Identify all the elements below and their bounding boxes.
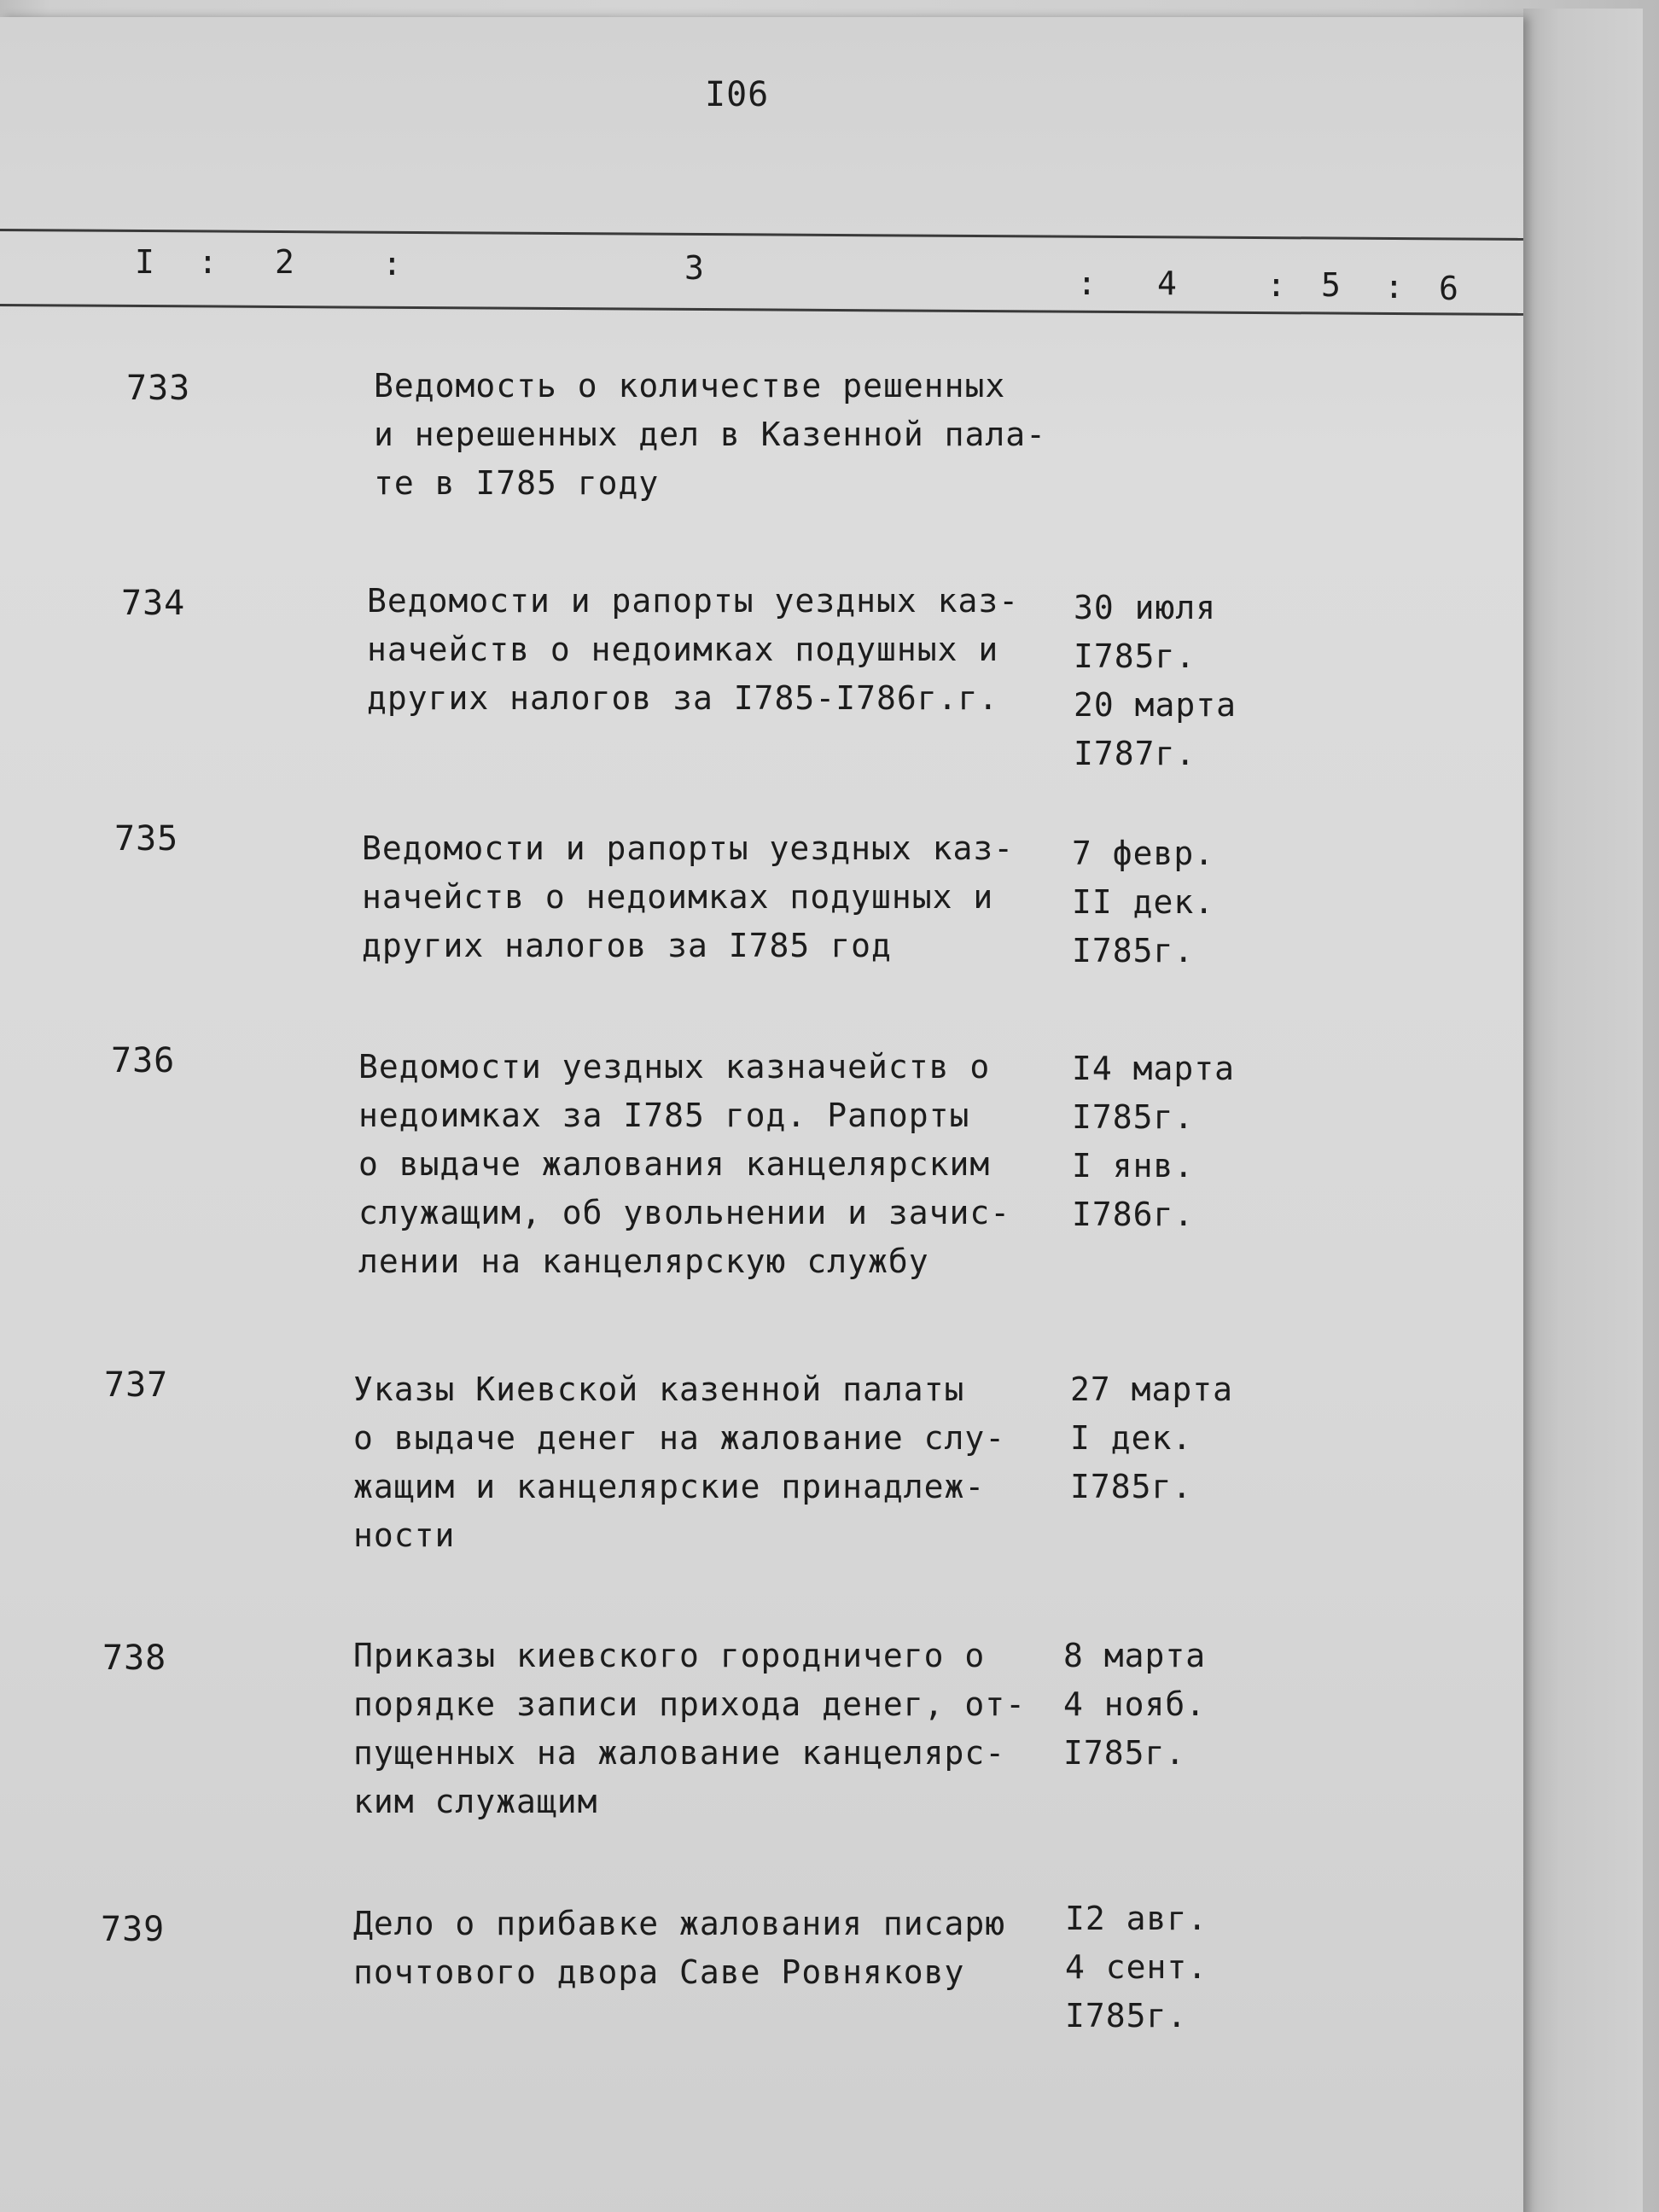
entry-date-line: I4 марта bbox=[1072, 1050, 1236, 1087]
entry-date-line: 4 сент. bbox=[1065, 1948, 1208, 1986]
entry-date-line: I786г. bbox=[1072, 1196, 1195, 1233]
col-header-5: 5 bbox=[1321, 266, 1342, 304]
entry-date-line: 27 марта bbox=[1070, 1371, 1234, 1408]
table-header-top-rule bbox=[0, 229, 1523, 241]
entry-number: 738 bbox=[102, 1639, 167, 1678]
entry-date-line: 7 февр. bbox=[1072, 835, 1215, 872]
entry-description bbox=[374, 362, 1046, 508]
entry-description-line: недоимках за I785 год. Рапорты bbox=[358, 1097, 970, 1134]
entry-dates bbox=[1072, 830, 1214, 975]
col-header-sep-3: : bbox=[1077, 265, 1097, 302]
entry-description-line: Указы Киевской казенной палаты bbox=[353, 1371, 965, 1408]
col-header-6: 6 bbox=[1439, 270, 1459, 307]
col-header-1: I bbox=[135, 243, 155, 281]
entry-description bbox=[367, 577, 1019, 723]
entry-date-line: I785г. bbox=[1072, 1098, 1195, 1136]
entry-description-line: Ведомости уездных казначейств о bbox=[358, 1048, 991, 1086]
entry-dates bbox=[1070, 1365, 1233, 1511]
entry-description-line: начейств о недоимках подушных и bbox=[367, 631, 999, 668]
entry-dates bbox=[1063, 1632, 1206, 1778]
col-header-sep-2: : bbox=[382, 245, 403, 282]
entry-description bbox=[353, 1900, 1005, 1997]
entry-description-line: Ведомости и рапорты уездных каз- bbox=[367, 582, 1020, 620]
entry-date-line: I785г. bbox=[1063, 1734, 1186, 1772]
entry-description-line: о выдаче жалования канцелярским bbox=[358, 1145, 991, 1183]
entry-description-line: жащим и канцелярские принадлеж- bbox=[353, 1468, 986, 1505]
entry-dates bbox=[1072, 1045, 1235, 1239]
entry-number: 735 bbox=[114, 819, 179, 859]
entry-description-line: Ведомость о количестве решенных bbox=[374, 367, 1006, 405]
document-sheet bbox=[0, 17, 1523, 2212]
underlying-sheet-edge bbox=[1523, 9, 1643, 2212]
entry-number: 739 bbox=[101, 1910, 166, 1949]
entry-description-line: начейств о недоимках подушных и bbox=[362, 878, 994, 916]
entry-description-line: служащим, об увольнении и зачис- bbox=[358, 1194, 1011, 1231]
entry-description-line: те в I785 году bbox=[374, 464, 660, 502]
col-header-4: 4 bbox=[1157, 265, 1178, 302]
entry-date-line: I2 авг. bbox=[1065, 1900, 1208, 1937]
entry-date-line: 20 марта bbox=[1074, 686, 1237, 724]
entry-date-line: 8 марта bbox=[1063, 1637, 1207, 1674]
entry-description-line: порядке записи прихода денег, от- bbox=[353, 1685, 1026, 1723]
col-header-sep-1: : bbox=[198, 243, 218, 281]
entry-date-line: I785г. bbox=[1070, 1468, 1193, 1505]
col-header-sep-4: : bbox=[1266, 266, 1287, 304]
entry-description-line: Дело о прибавке жалования писарю bbox=[353, 1905, 1006, 1942]
entry-description-line: и нерешенных дел в Казенной пала- bbox=[374, 416, 1046, 453]
entry-description-line: других налогов за I785-I786г.г. bbox=[367, 679, 999, 717]
col-header-sep-5: : bbox=[1384, 268, 1405, 306]
entry-description-line: других налогов за I785 год bbox=[362, 927, 892, 964]
entry-description bbox=[362, 824, 1014, 970]
col-header-3: 3 bbox=[684, 249, 705, 287]
entry-description bbox=[353, 1632, 1026, 1826]
entry-description bbox=[353, 1365, 1005, 1560]
entry-date-line: I787г. bbox=[1074, 735, 1196, 772]
entry-number: 736 bbox=[111, 1041, 176, 1080]
entry-description-line: Приказы киевского городничего о bbox=[353, 1637, 986, 1674]
entry-description-line: ности bbox=[353, 1516, 456, 1554]
entry-date-line: 30 июля bbox=[1074, 589, 1217, 626]
entry-description-line: Ведомости и рапорты уездных каз- bbox=[362, 830, 1015, 867]
entry-date-line: I янв. bbox=[1072, 1147, 1195, 1185]
entry-description-line: лении на канцелярскую службу bbox=[358, 1243, 929, 1280]
entry-date-line: I785г. bbox=[1072, 932, 1195, 969]
table-header-bottom-rule bbox=[0, 304, 1523, 316]
page-number: I06 bbox=[705, 75, 770, 114]
entry-dates bbox=[1065, 1895, 1208, 2040]
entry-description-line: ким служащим bbox=[353, 1783, 598, 1820]
entry-description-line: почтового двора Саве Ровнякову bbox=[353, 1953, 965, 1991]
entry-date-line: 4 нояб. bbox=[1063, 1685, 1207, 1723]
entry-number: 737 bbox=[104, 1365, 169, 1405]
entry-number: 734 bbox=[121, 584, 186, 623]
entry-date-line: I дек. bbox=[1070, 1419, 1193, 1457]
entry-description-line: о выдаче денег на жалование слу- bbox=[353, 1419, 1006, 1457]
entry-date-line: II дек. bbox=[1072, 883, 1215, 921]
entry-description-line: пущенных на жалование канцелярс- bbox=[353, 1734, 1006, 1772]
entry-date-line: I785г. bbox=[1074, 637, 1196, 675]
entry-number: 733 bbox=[126, 369, 191, 408]
entry-dates bbox=[1074, 584, 1237, 778]
entry-date-line: I785г. bbox=[1065, 1997, 1188, 2034]
col-header-2: 2 bbox=[275, 243, 295, 281]
entry-description bbox=[358, 1043, 1010, 1286]
